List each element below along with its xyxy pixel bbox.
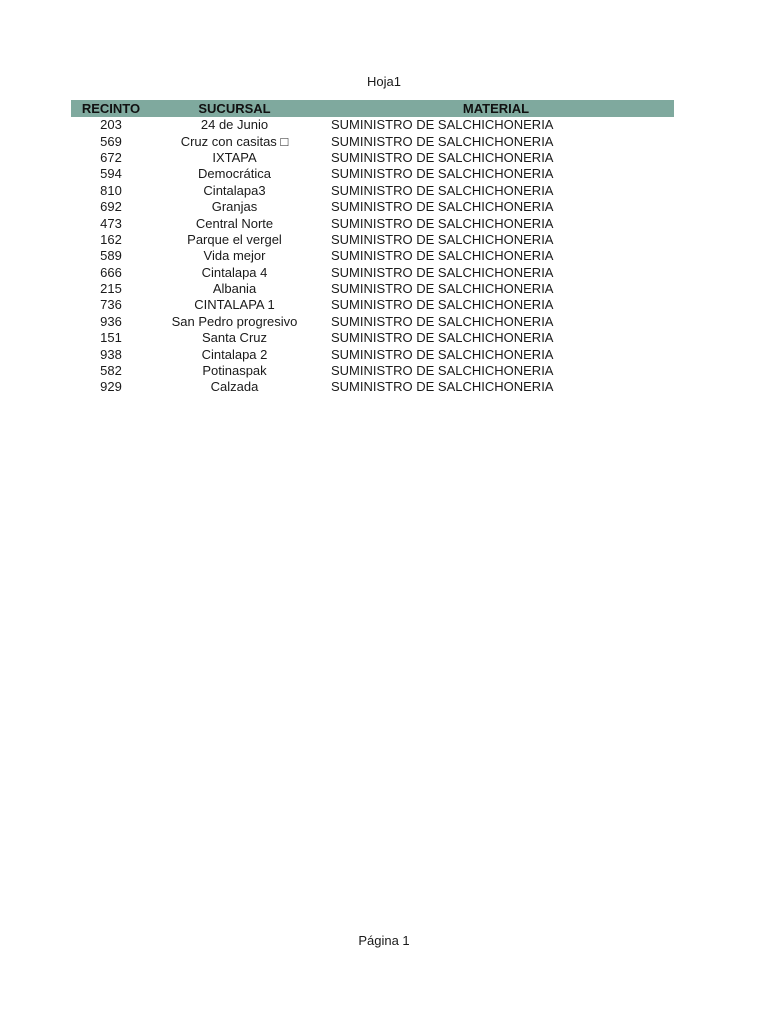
- sucursal-cell: Santa Cruz: [201, 330, 268, 346]
- table-row: [71, 330, 674, 346]
- table-row: [71, 232, 674, 248]
- sucursal-cell: Central Norte: [195, 215, 274, 231]
- table-row: [71, 199, 674, 215]
- material-cell: SUMINISTRO DE SALCHICHONERIA: [331, 346, 554, 362]
- material-cell: SUMINISTRO DE SALCHICHONERIA: [331, 330, 554, 346]
- recinto-cell: 938: [100, 346, 122, 362]
- sucursal-cell: 24 de Junio: [200, 117, 269, 133]
- recinto-cell: 692: [100, 199, 122, 215]
- material-cell: SUMINISTRO DE SALCHICHONERIA: [331, 117, 554, 133]
- material-cell: SUMINISTRO DE SALCHICHONERIA: [331, 215, 554, 231]
- material-cell: SUMINISTRO DE SALCHICHONERIA: [331, 133, 554, 149]
- table-row: [71, 166, 674, 182]
- material-cell: SUMINISTRO DE SALCHICHONERIA: [331, 297, 554, 313]
- material-cell: SUMINISTRO DE SALCHICHONERIA: [331, 166, 554, 182]
- sucursal-cell: Cintalapa3: [203, 182, 266, 198]
- recinto-cell: 589: [100, 248, 122, 264]
- recinto-cell: 666: [100, 264, 122, 280]
- table-row: [71, 346, 674, 362]
- table-row: [71, 314, 674, 330]
- table-row: [71, 183, 674, 199]
- recinto-cell: 569: [100, 133, 122, 149]
- material-cell: SUMINISTRO DE SALCHICHONERIA: [331, 313, 554, 329]
- recinto-cell: 215: [100, 281, 122, 297]
- recinto-cell: 582: [100, 363, 122, 379]
- table-row: [71, 379, 674, 395]
- sucursal-cell: Albania: [212, 281, 257, 297]
- data-table: [71, 100, 674, 396]
- recinto-cell: 929: [100, 379, 122, 395]
- material-cell: SUMINISTRO DE SALCHICHONERIA: [331, 264, 554, 280]
- sucursal-cell: Cintalapa 4: [201, 264, 268, 280]
- recinto-cell: 203: [100, 117, 122, 133]
- sucursal-cell: Vida mejor: [203, 248, 266, 264]
- sucursal-cell: IXTAPA: [212, 149, 257, 165]
- recinto-cell: 810: [100, 182, 122, 198]
- material-cell: SUMINISTRO DE SALCHICHONERIA: [331, 231, 554, 247]
- header-material: MATERIAL: [318, 100, 674, 117]
- material-cell: SUMINISTRO DE SALCHICHONERIA: [331, 363, 554, 379]
- sucursal-cell: Granjas: [211, 199, 258, 215]
- header-recinto: RECINTO: [71, 100, 151, 117]
- table-row: [71, 248, 674, 264]
- table-header: [71, 100, 674, 117]
- material-cell: SUMINISTRO DE SALCHICHONERIA: [331, 248, 554, 264]
- table-row: [71, 117, 674, 133]
- table-row: [71, 281, 674, 297]
- material-cell: SUMINISTRO DE SALCHICHONERIA: [331, 379, 554, 395]
- table-row: [71, 133, 674, 149]
- table-row: [71, 215, 674, 231]
- table-row: [71, 363, 674, 379]
- sucursal-cell: Cruz con casitas □: [180, 133, 289, 149]
- sucursal-cell: San Pedro progresivo: [171, 313, 298, 329]
- table-row: [71, 297, 674, 313]
- recinto-cell: 936: [100, 313, 122, 329]
- sheet-title: Hoja1: [367, 74, 401, 89]
- sucursal-cell: Democrática: [198, 166, 271, 182]
- material-cell: SUMINISTRO DE SALCHICHONERIA: [331, 182, 554, 198]
- sucursal-cell: CINTALAPA 1: [194, 297, 275, 313]
- sucursal-cell: Parque el vergel: [187, 231, 282, 247]
- recinto-cell: 162: [100, 231, 122, 247]
- page-number: Página 1: [358, 933, 410, 948]
- recinto-cell: 736: [100, 297, 122, 313]
- sucursal-cell: Cintalapa 2: [201, 346, 268, 362]
- material-cell: SUMINISTRO DE SALCHICHONERIA: [331, 199, 554, 215]
- header-sucursal: SUCURSAL: [151, 100, 318, 117]
- recinto-cell: 672: [100, 149, 122, 165]
- header-row: [71, 100, 674, 117]
- sucursal-cell: Potinaspak: [202, 363, 267, 379]
- material-cell: SUMINISTRO DE SALCHICHONERIA: [331, 281, 554, 297]
- material-cell: SUMINISTRO DE SALCHICHONERIA: [331, 149, 554, 165]
- recinto-cell: 151: [100, 330, 122, 346]
- table-row: [71, 150, 674, 166]
- recinto-cell: 594: [100, 166, 122, 182]
- recinto-cell: 473: [100, 215, 122, 231]
- table-row: [71, 265, 674, 281]
- table-body: [71, 117, 674, 396]
- sucursal-cell: Calzada: [210, 379, 259, 395]
